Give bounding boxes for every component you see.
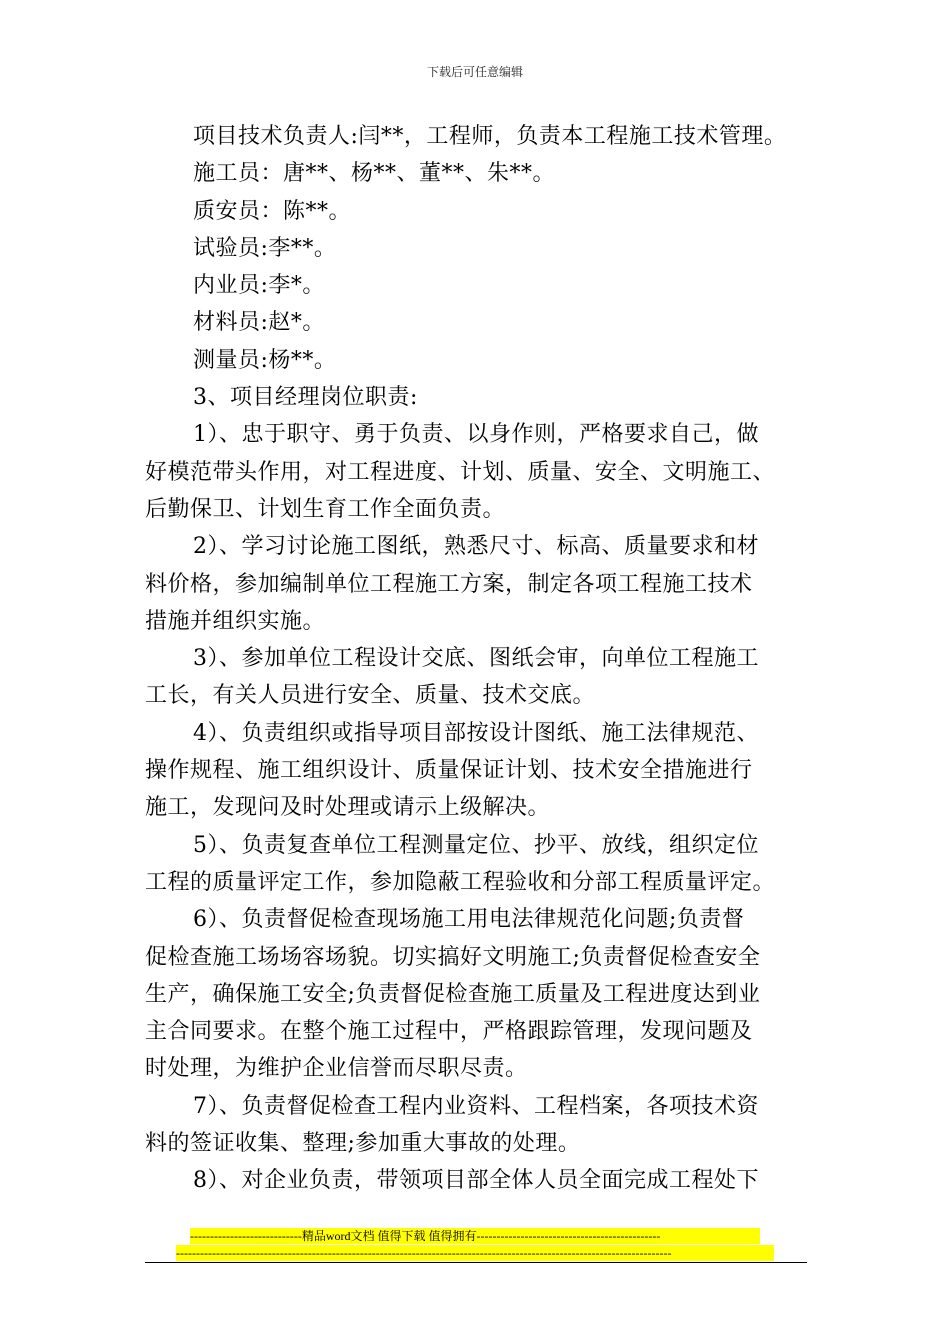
document-body bbox=[145, 118, 825, 1200]
text-line: 试验员:李**。 bbox=[193, 235, 337, 261]
text-line: 3）、参加单位工程设计交底、图纸会审，向单位工程施工 bbox=[193, 646, 759, 672]
text-line: 施工，发现问及时处理或请示上级解决。 bbox=[145, 795, 551, 821]
text-line: 工程的质量评定工作，参加隐蔽工程验收和分部工程质量评定。 bbox=[145, 869, 776, 895]
text-line: 料价格，参加编制单位工程施工方案，制定各项工程施工技术 bbox=[145, 571, 753, 597]
text-line: 促检查施工场场容场貌。切实搞好文明施工;负责督促检查安全 bbox=[145, 944, 761, 970]
text-line: 料的签证收集、整理;参加重大事故的处理。 bbox=[145, 1131, 581, 1157]
footer-rule bbox=[145, 1262, 807, 1263]
text-line: 好模范带头作用，对工程进度、计划、质量、安全、文明施工、 bbox=[145, 459, 776, 485]
text-line: 4）、负责组织或指导项目部按设计图纸、施工法律规范、 bbox=[193, 720, 759, 746]
text-line: 3、项目经理岗位职责: bbox=[193, 385, 418, 411]
text-line: 施工员：唐**、杨**、董**、朱**。 bbox=[193, 161, 556, 187]
text-line: 6）、负责督促检查现场施工用电法律规范化问题;负责督 bbox=[193, 907, 745, 933]
text-line: 工长，有关人员进行安全、质量、技术交底。 bbox=[145, 683, 596, 709]
text-line: 后勤保卫、计划生育工作全面负责。 bbox=[145, 496, 506, 522]
text-line: 内业员:李*。 bbox=[193, 273, 325, 299]
text-line: 测量员:杨**。 bbox=[193, 347, 337, 373]
text-line: 2）、学习讨论施工图纸，熟悉尺寸、标高、质量要求和材 bbox=[193, 534, 759, 560]
text-line: 操作规程、施工组织设计、质量保证计划、技术安全措施进行 bbox=[145, 758, 753, 784]
text-line: 主合同要求。在整个施工过程中，严格跟踪管理，发现问题及 bbox=[145, 1019, 753, 1045]
text-line: 1）、忠于职守、勇于负责、以身作则，严格要求自己，做 bbox=[193, 422, 759, 448]
text-line: 质安员：陈**。 bbox=[193, 198, 352, 224]
footer-dashed-line: ---------------------------------------------------------------------------------------------------------------------------- bbox=[176, 1245, 774, 1261]
text-line: 材料员:赵*。 bbox=[193, 310, 325, 336]
text-line: 8）、对企业负责，带领项目部全体人员全面完成工程处下 bbox=[193, 1168, 759, 1194]
text-line: 5）、负责复查单位工程测量定位、抄平、放线，组织定位 bbox=[193, 832, 759, 858]
footer-banner-text: ----------------------------精品word文档 值得下载 值得拥有---------------------------------------------- bbox=[190, 1228, 760, 1244]
text-line: 生产，确保施工安全;负责督促检查施工质量及工程进度达到业 bbox=[145, 981, 761, 1007]
text-line: 项目技术负责人:闫**，工程师，负责本工程施工技术管理。 bbox=[193, 124, 787, 149]
text-line: 措施并组织实施。 bbox=[145, 608, 326, 634]
page-header: 下载后可任意编辑 bbox=[426, 65, 523, 79]
text-line: 时处理，为维护企业信誉而尽职尽责。 bbox=[145, 1056, 528, 1082]
text-line: 7）、负责督促检查工程内业资料、工程档案，各项技术资 bbox=[193, 1093, 759, 1119]
